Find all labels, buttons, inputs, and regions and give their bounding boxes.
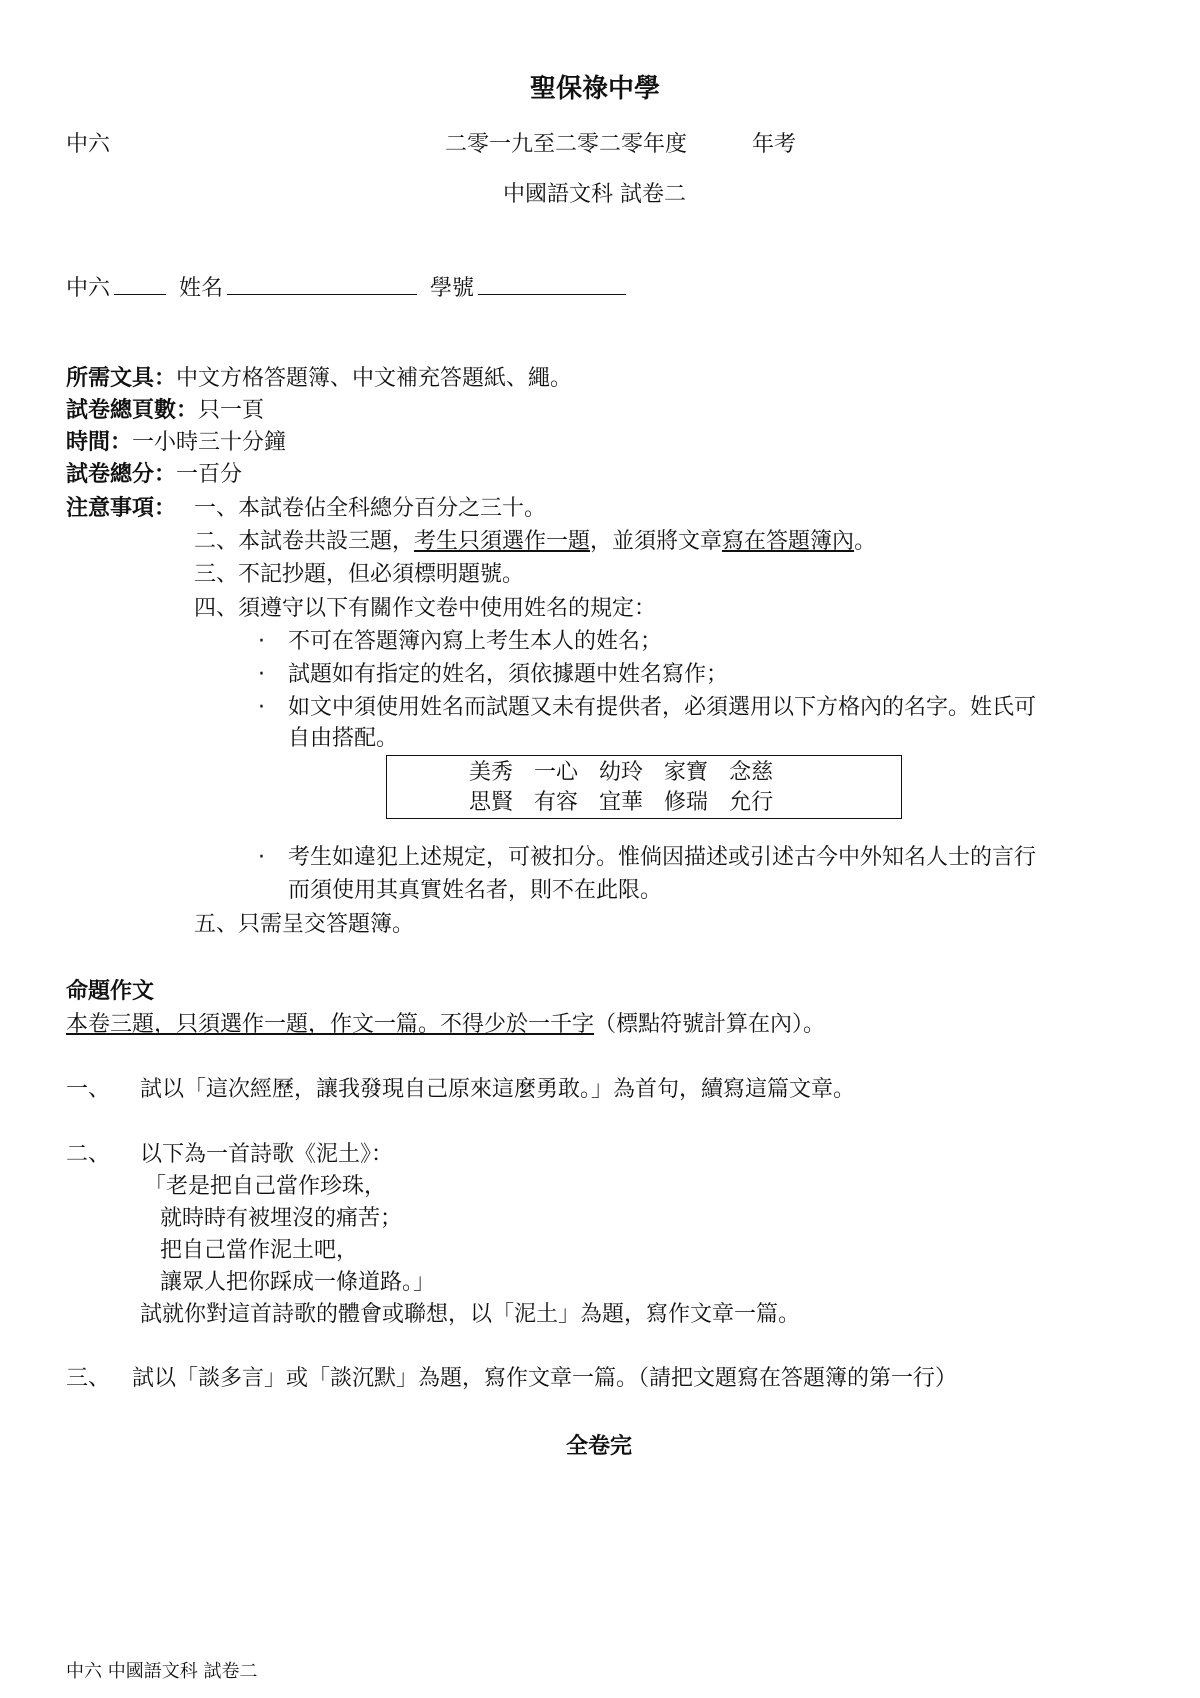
rule-bullet-4-text: 考生如違犯上述規定，可被扣分。惟倘因描述或引述古今中外知名人士的言行 (288, 845, 1037, 870)
rule-bullet-1-text: 不可在答題簿內寫上考生本人的姓名； (288, 629, 663, 654)
bullet-dot: · (258, 629, 265, 654)
rule-bullet-3-cont: 自由搭配。 (288, 726, 399, 751)
question-1-number: 一、 (66, 1077, 111, 1102)
rule-bullet-1 (258, 627, 662, 657)
note-3: 三、不記抄題，但必須標明題號。 (194, 562, 525, 587)
student-id-label: 學號 (430, 276, 475, 301)
name-option: 思賢 (469, 790, 514, 815)
question-1-text: 試以「這次經歷，讓我發現自己原來這麼勇敢。」為首句，續寫這篇文章。 (140, 1077, 856, 1102)
name-option: 宜華 (599, 790, 644, 815)
section-instruction (66, 1010, 825, 1040)
name-option: 幼玲 (599, 760, 644, 785)
header-year: 二零一九至二零二零年度 (445, 132, 688, 157)
note-2-part-e: 。 (854, 529, 877, 554)
name-option: 念慈 (729, 760, 774, 785)
question-2-number: 二、 (66, 1142, 111, 1167)
bullet-dot: · (258, 662, 265, 687)
name-option: 有容 (534, 790, 579, 815)
note-2 (194, 527, 876, 557)
time-text: 一小時三十分鐘 (132, 430, 287, 455)
allowed-names-box (386, 755, 902, 819)
section-title: 命題作文 (66, 979, 155, 1004)
name-label: 姓名 (179, 276, 224, 301)
note-5: 五、只需呈交答題簿。 (194, 912, 415, 937)
name-option: 一心 (534, 760, 579, 785)
rule-bullet-4-cont: 而須使用其真實姓名者，則不在此限。 (288, 878, 663, 903)
note-2-part-d: 寫在答題簿內 (722, 529, 855, 554)
student-id-blank[interactable] (478, 293, 626, 295)
student-info-line (66, 274, 632, 304)
note-2-part-a: 二、本試卷共設三題， (194, 529, 415, 554)
rule-bullet-4 (258, 843, 1036, 873)
notes-label: 注意事項： (66, 496, 177, 521)
name-option: 美秀 (469, 760, 514, 785)
form-label: 中六 (66, 276, 111, 301)
question-2-intro: 以下為一首詩歌《泥土》： (140, 1142, 394, 1167)
name-blank[interactable] (227, 293, 417, 295)
marks-label: 試卷總分： (66, 462, 177, 487)
note-2-part-c: ，並須將文章 (590, 529, 723, 554)
poem-line-1: 「老是把自己當作珍珠， (144, 1174, 387, 1199)
rule-bullet-2 (258, 660, 728, 690)
header-subject: 中國語文科 試卷二 (503, 182, 686, 207)
rule-bullet-3-text: 如文中須使用姓名而試題又未有提供者，必須選用以下方格內的名字。姓氏可 (288, 695, 1037, 720)
question-3-number: 三、 (66, 1366, 111, 1391)
materials-line (66, 364, 572, 394)
poem-line-2: 就時時有被埋沒的痛苦； (160, 1206, 403, 1231)
marks-text: 一百分 (176, 462, 243, 487)
names-row-1 (469, 758, 787, 788)
header-form: 中六 (66, 132, 111, 157)
header-exam: 年考 (752, 132, 797, 157)
poem-line-3: 把自己當作泥土吧， (160, 1238, 359, 1263)
page-footer: 中六 中國語文科 試卷二 (66, 1661, 258, 1682)
marks-line (66, 460, 242, 490)
rule-bullet-3 (258, 693, 1036, 723)
note-1: 一、本試卷佔全科總分百分之三十。 (194, 496, 547, 521)
pages-line (66, 396, 264, 426)
note-4: 四、須遵守以下有關作文卷中使用姓名的規定： (194, 596, 657, 621)
name-option: 允行 (729, 790, 774, 815)
time-label: 時間： (66, 430, 133, 455)
pages-text: 只一頁 (198, 398, 265, 423)
question-2-task: 試就你對這首詩歌的體會或聯想，以「泥土」為題，寫作文章一篇。 (140, 1302, 801, 1327)
materials-text: 中文方格答題簿、中文補充答題紙、繩。 (176, 366, 573, 391)
school-name: 聖保祿中學 (530, 74, 661, 104)
name-option: 家寶 (664, 760, 709, 785)
name-option: 修瑞 (664, 790, 709, 815)
pages-label: 試卷總頁數： (66, 398, 199, 423)
names-row-2 (469, 788, 787, 818)
section-instruction-underlined: 本卷三題，只須選作一題，作文一篇。不得少於一千字 (66, 1012, 595, 1037)
paper-end-marker: 全卷完 (566, 1434, 633, 1459)
materials-label: 所需文具： (66, 366, 177, 391)
rule-bullet-2-text: 試題如有指定的姓名，須依據題中姓名寫作； (288, 662, 729, 687)
form-blank[interactable] (114, 293, 166, 295)
note-2-part-b: 考生只須選作一題 (414, 529, 591, 554)
poem-line-4: 讓眾人把你踩成一條道路。」 (160, 1270, 436, 1295)
question-3-text: 試以「談多言」或「談沉默」為題，寫作文章一篇。（請把文題寫在答題簿的第一行） (132, 1366, 958, 1391)
bullet-dot: · (258, 845, 265, 870)
time-line (66, 428, 286, 458)
bullet-dot: · (258, 695, 265, 720)
section-instruction-rest: （標點符號計算在內）。 (594, 1012, 826, 1037)
